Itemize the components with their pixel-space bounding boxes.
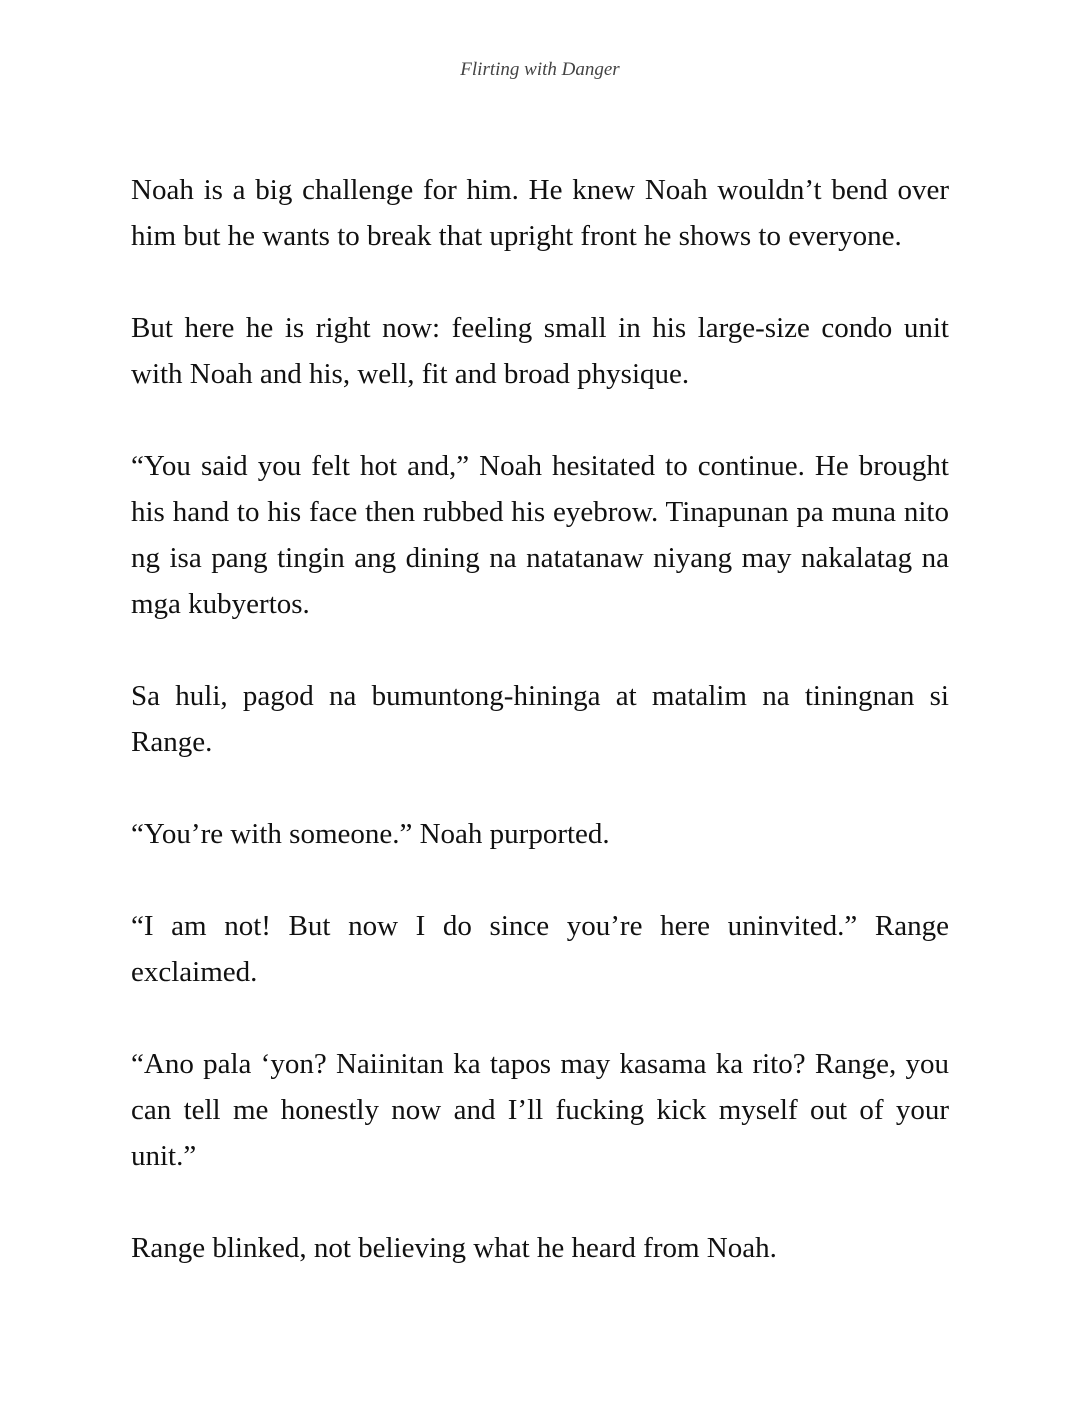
paragraph-1: Noah is a big challenge for him. He knew Noah wouldn’t bend over him but he wants to break that upright front he shows to everyone. bbox=[131, 174, 949, 252]
paragraph-7: “Ano pala ‘yon? Naiinitan ka tapos may kasama ka rito? Range, you can tell me honestly now and I’ll fucking kick myself out of your unit.” bbox=[131, 1048, 949, 1172]
paragraph-6: “I am not! But now I do since you’re here uninvited.” Range exclaimed. bbox=[131, 910, 949, 988]
paragraph-8: Range blinked, not believing what he heard from Noah. bbox=[131, 1232, 777, 1264]
paragraph-4: Sa huli, pagod na bumuntong-hininga at matalim na tiningnan si Range. bbox=[131, 680, 949, 758]
paragraph-3: “You said you felt hot and,” Noah hesitated to continue. He brought his hand to his face then rubbed his eyebrow. Tinapunan pa muna nito ng isa pang tingin ang dining na natatanaw niyang may nakalatag na mga kubyertos. bbox=[131, 450, 949, 620]
paragraph-5: “You’re with someone.” Noah purported. bbox=[131, 818, 610, 850]
running-header-title: Flirting with Danger bbox=[460, 59, 620, 80]
page-body bbox=[131, 167, 949, 1317]
paragraph-2: But here he is right now: feeling small in his large-size condo unit with Noah and his, well, fit and broad physique. bbox=[131, 312, 949, 390]
